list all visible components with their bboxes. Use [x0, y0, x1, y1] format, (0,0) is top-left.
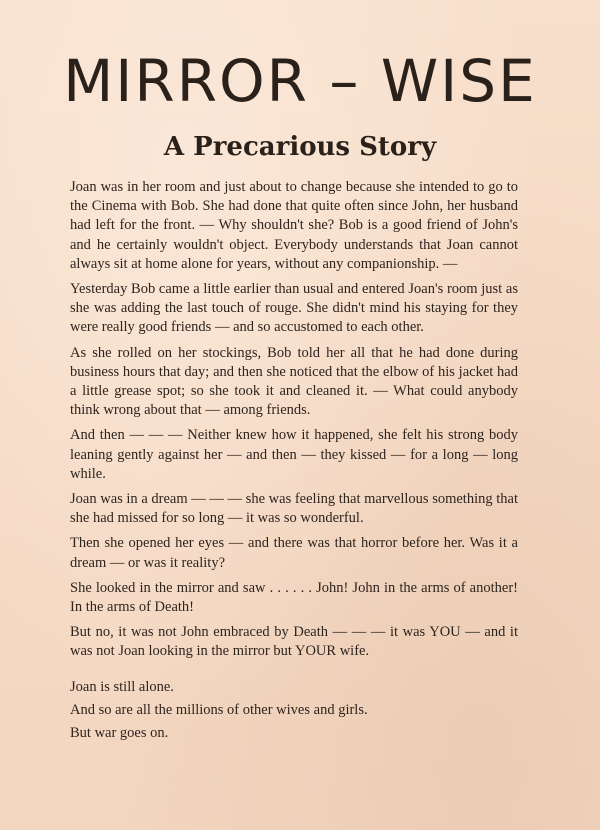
story-body [70, 178, 518, 747]
page-title: MIRROR – WISE [63, 47, 537, 115]
paragraph: She looked in the mirror and saw . . . . . . John! John in the arms of another! In the arms of Death! [70, 579, 518, 616]
paragraph: Yesterday Bob came a little earlier than usual and entered Joan's room just as she was adding the last touch of rouge. She didn't mind his staying for they were really good friends — and so accustomed to each other. [70, 281, 518, 336]
page-subtitle: A Precarious Story [163, 132, 437, 162]
paragraph: And so are all the millions of other wives and girls. [70, 701, 368, 718]
paragraph: Joan is still alone. [70, 678, 174, 695]
paragraph: But war goes on. [70, 725, 169, 742]
paragraph: Then she opened her eyes — and there was that horror before her. Was it a dream — or was it reality? [70, 535, 518, 571]
paragraph: But no, it was not John embraced by Death — — — it was YOU — and it was not Joan looking in the mirror but YOUR wife. [70, 624, 518, 660]
paragraph: Joan was in her room and just about to change because she intended to go to the Cinema with Bob. She had done that quite often since John, her husband had left for the front. — Why shouldn't she? Bob is a good friend of John's and he certainly wouldn't object. Everybody understands that Joan cannot always sit at home alone for years, without any companionship. — [70, 179, 518, 272]
paragraph: Joan was in a dream — — — she was feeling that marvellous something that she had missed for so long — it was so wonderful. [70, 491, 518, 527]
paragraph: As she rolled on her stockings, Bob told her all that he had done during business hours that day; and then she noticed that the elbow of his jacket had a little grease spot; so she took it and cleaned it. — What could anybody think wrong about that — among friends. [70, 344, 518, 419]
paragraph: And then — — — Neither knew how it happened, she felt his strong body leaning gently against her — and then — they kissed — for a long — long while. [70, 427, 518, 482]
